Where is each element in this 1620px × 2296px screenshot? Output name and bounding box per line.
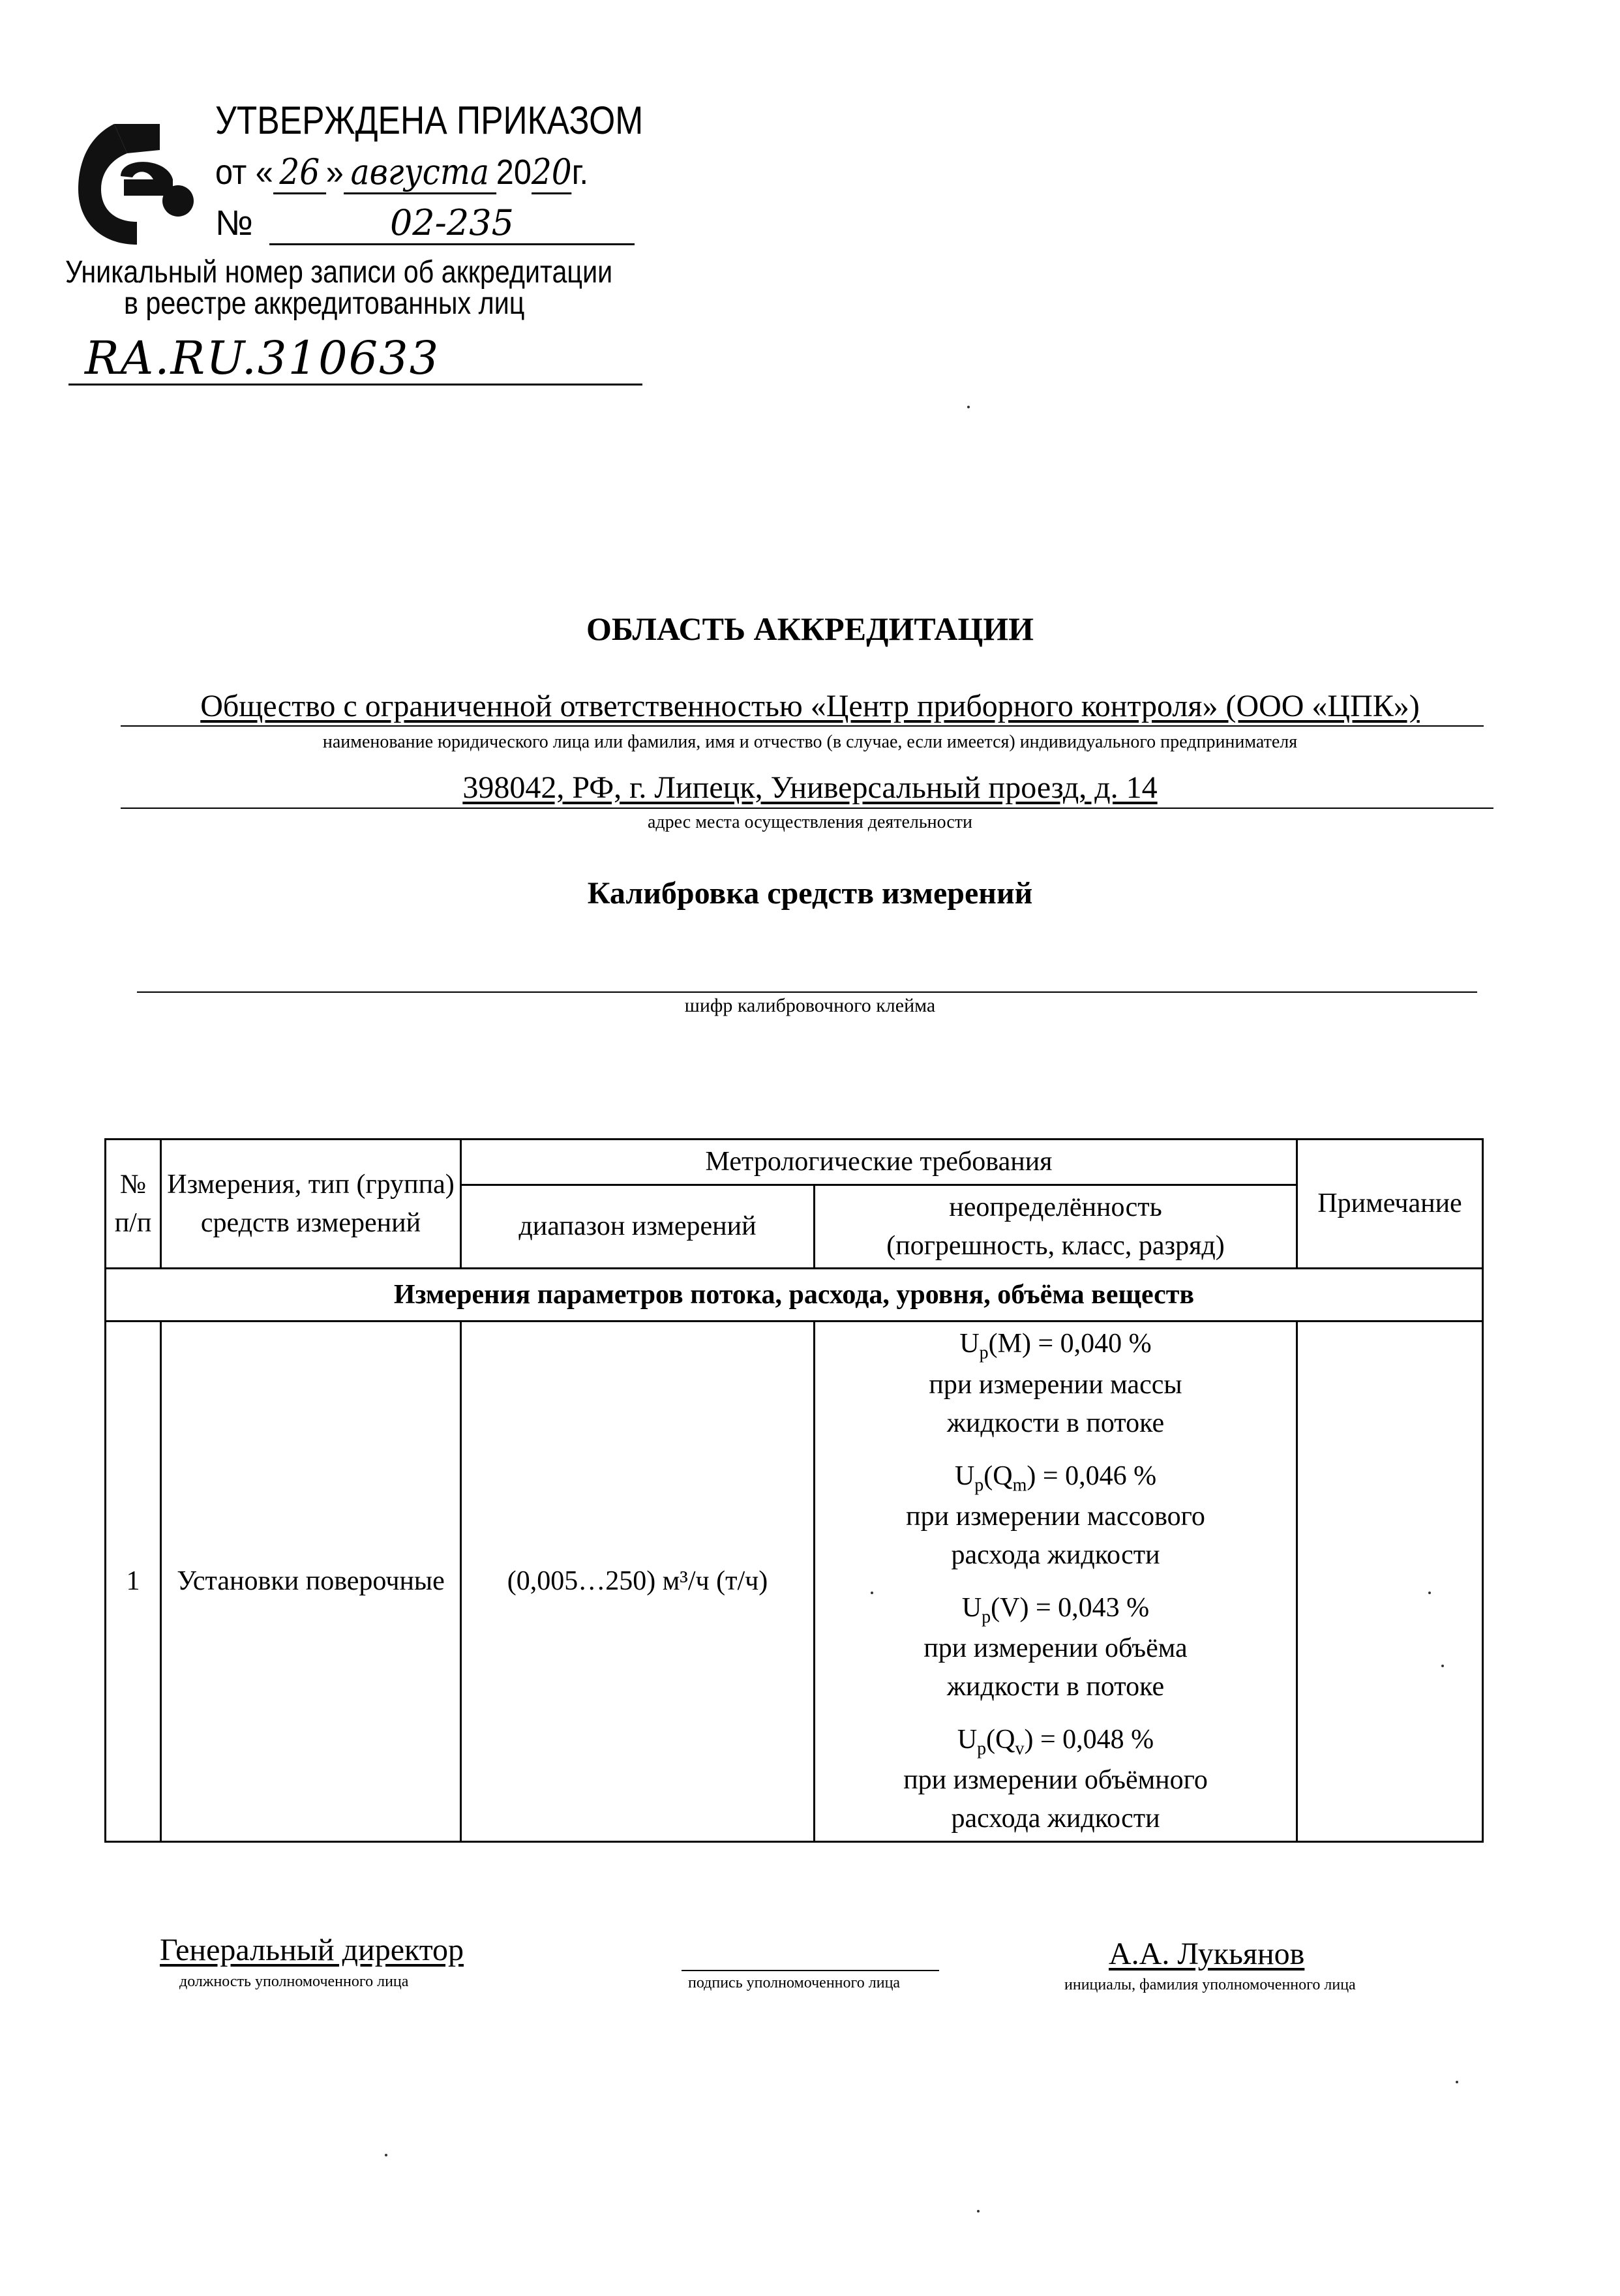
requirement-desc-line2: жидкости в потоке — [946, 1408, 1165, 1438]
row-note — [1297, 1322, 1483, 1842]
table-header-row — [106, 1140, 1483, 1185]
accreditation-logo — [75, 117, 199, 248]
requirement-desc-line1: при измерении массового — [906, 1502, 1205, 1532]
stamp-date-prefix: от « — [215, 153, 273, 192]
requirement-formula: $U_р(V) = 0,043$ % — [961, 1592, 1150, 1627]
signature-caption: подпись уполномоченного лица — [688, 1974, 901, 1991]
address-rule — [121, 808, 1493, 809]
scan-speck — [385, 2154, 387, 2156]
stamp-date-month: августа — [344, 151, 496, 194]
col-header-metrology: Метрологические требования — [461, 1140, 1297, 1185]
scan-speck — [871, 1592, 873, 1594]
stamp-date-suffix: г. — [571, 153, 589, 192]
registry-caption-line2: в реестре аккредитованных лиц — [124, 286, 525, 321]
scan-speck — [1428, 1592, 1431, 1594]
stamp-number-line — [215, 202, 635, 245]
scan-speck — [977, 2210, 980, 2213]
stamp-number-value: 02-235 — [269, 202, 635, 245]
requirement-desc-line1: при измерении объёма — [923, 1633, 1188, 1664]
requirement-volume — [819, 1589, 1292, 1706]
scan-speck — [967, 406, 970, 408]
stamp-date-mid: » — [325, 153, 344, 192]
row-range: (0,005…250) м³/ч (т/ч) — [461, 1322, 815, 1842]
signature-line — [682, 1970, 939, 1971]
row-number: 1 — [106, 1322, 161, 1842]
requirement-desc-line1: при измерении объёмного — [903, 1765, 1208, 1796]
requirement-volume-flow — [819, 1721, 1292, 1838]
registry-caption-line1: Уникальный номер записи об аккредитации — [65, 255, 613, 290]
registry-number: RA.RU.310633 — [85, 331, 440, 385]
col-header-note: Примечание — [1297, 1140, 1483, 1269]
organization-name: Общество с ограниченной ответственностью «Центр приборного контроля» (ООО «ЦПК») — [200, 689, 1420, 723]
document-title: ОБЛАСТЬ АККРЕДИТАЦИИ — [586, 611, 1034, 647]
table-section-row — [106, 1269, 1483, 1322]
scan-speck — [1441, 1665, 1444, 1667]
activity-title: Калибровка средств измерений — [587, 876, 1033, 911]
requirement-desc-line1: при измерении массы — [929, 1369, 1182, 1400]
address-caption: адрес места осуществления деятельности — [648, 812, 972, 832]
requirement-desc-line2: расхода жидкости — [951, 1539, 1160, 1570]
stamp-date-year-prefix: 20 — [496, 153, 532, 192]
requirement-desc-line2: расхода жидкости — [951, 1804, 1160, 1834]
col-header-uncertainty: неопределённость (погрешность, класс, разряд) — [815, 1185, 1297, 1269]
cipher-caption: шифр калибровочного клейма — [684, 995, 936, 1016]
signatory-position-caption: должность уполномоченного лица — [179, 1973, 409, 1990]
registry-number-underline — [68, 384, 642, 385]
address: 398042, РФ, г. Липецк, Универсальный проезд, д. 14 — [462, 770, 1158, 805]
col-header-number: № п/п — [106, 1140, 161, 1269]
requirement-formula: $U_р(Q_m) = 0,046$ % — [954, 1460, 1157, 1495]
requirement-formula: $U_р(Q_v) = 0,048$ % — [957, 1724, 1154, 1759]
organization-caption: наименование юридического лица или фамилия, имя и отчество (в случае, если имеется) индивидуального предпринимателя — [322, 732, 1298, 752]
stamp-date-year: 20 — [532, 151, 572, 194]
col-header-range: диапазон измерений — [461, 1185, 815, 1269]
stamp-title: УТВЕРЖДЕНА ПРИКАЗОМ — [215, 98, 644, 142]
scan-speck — [1456, 2081, 1458, 2083]
row-type: Установки поверочные — [161, 1322, 461, 1842]
requirement-desc-line2: жидкости в потоке — [946, 1672, 1165, 1702]
requirement-formula: $U_р(M) = 0,040$ % — [959, 1329, 1152, 1363]
section-title: Измерения параметров потока, расхода, уровня, объёма веществ — [106, 1269, 1483, 1322]
stamp-date-line — [215, 151, 588, 194]
stamp-number-label: № — [215, 204, 253, 243]
col-header-type: Измерения, тип (группа) средств измерений — [161, 1140, 461, 1269]
signatory-name: А.А. Лукьянов — [1109, 1937, 1305, 1971]
stamp-date-day: 26 — [273, 151, 326, 194]
organization-rule — [121, 725, 1484, 727]
requirement-mass-flow — [819, 1457, 1292, 1575]
table-row — [106, 1322, 1483, 1842]
requirement-mass — [819, 1325, 1292, 1442]
scope-table — [104, 1138, 1484, 1843]
cipher-rule — [137, 991, 1477, 993]
signatory-position: Генеральный директор — [160, 1933, 464, 1967]
row-requirements — [815, 1322, 1297, 1842]
signatory-name-caption: инициалы, фамилия уполномоченного лица — [1064, 1976, 1356, 1993]
